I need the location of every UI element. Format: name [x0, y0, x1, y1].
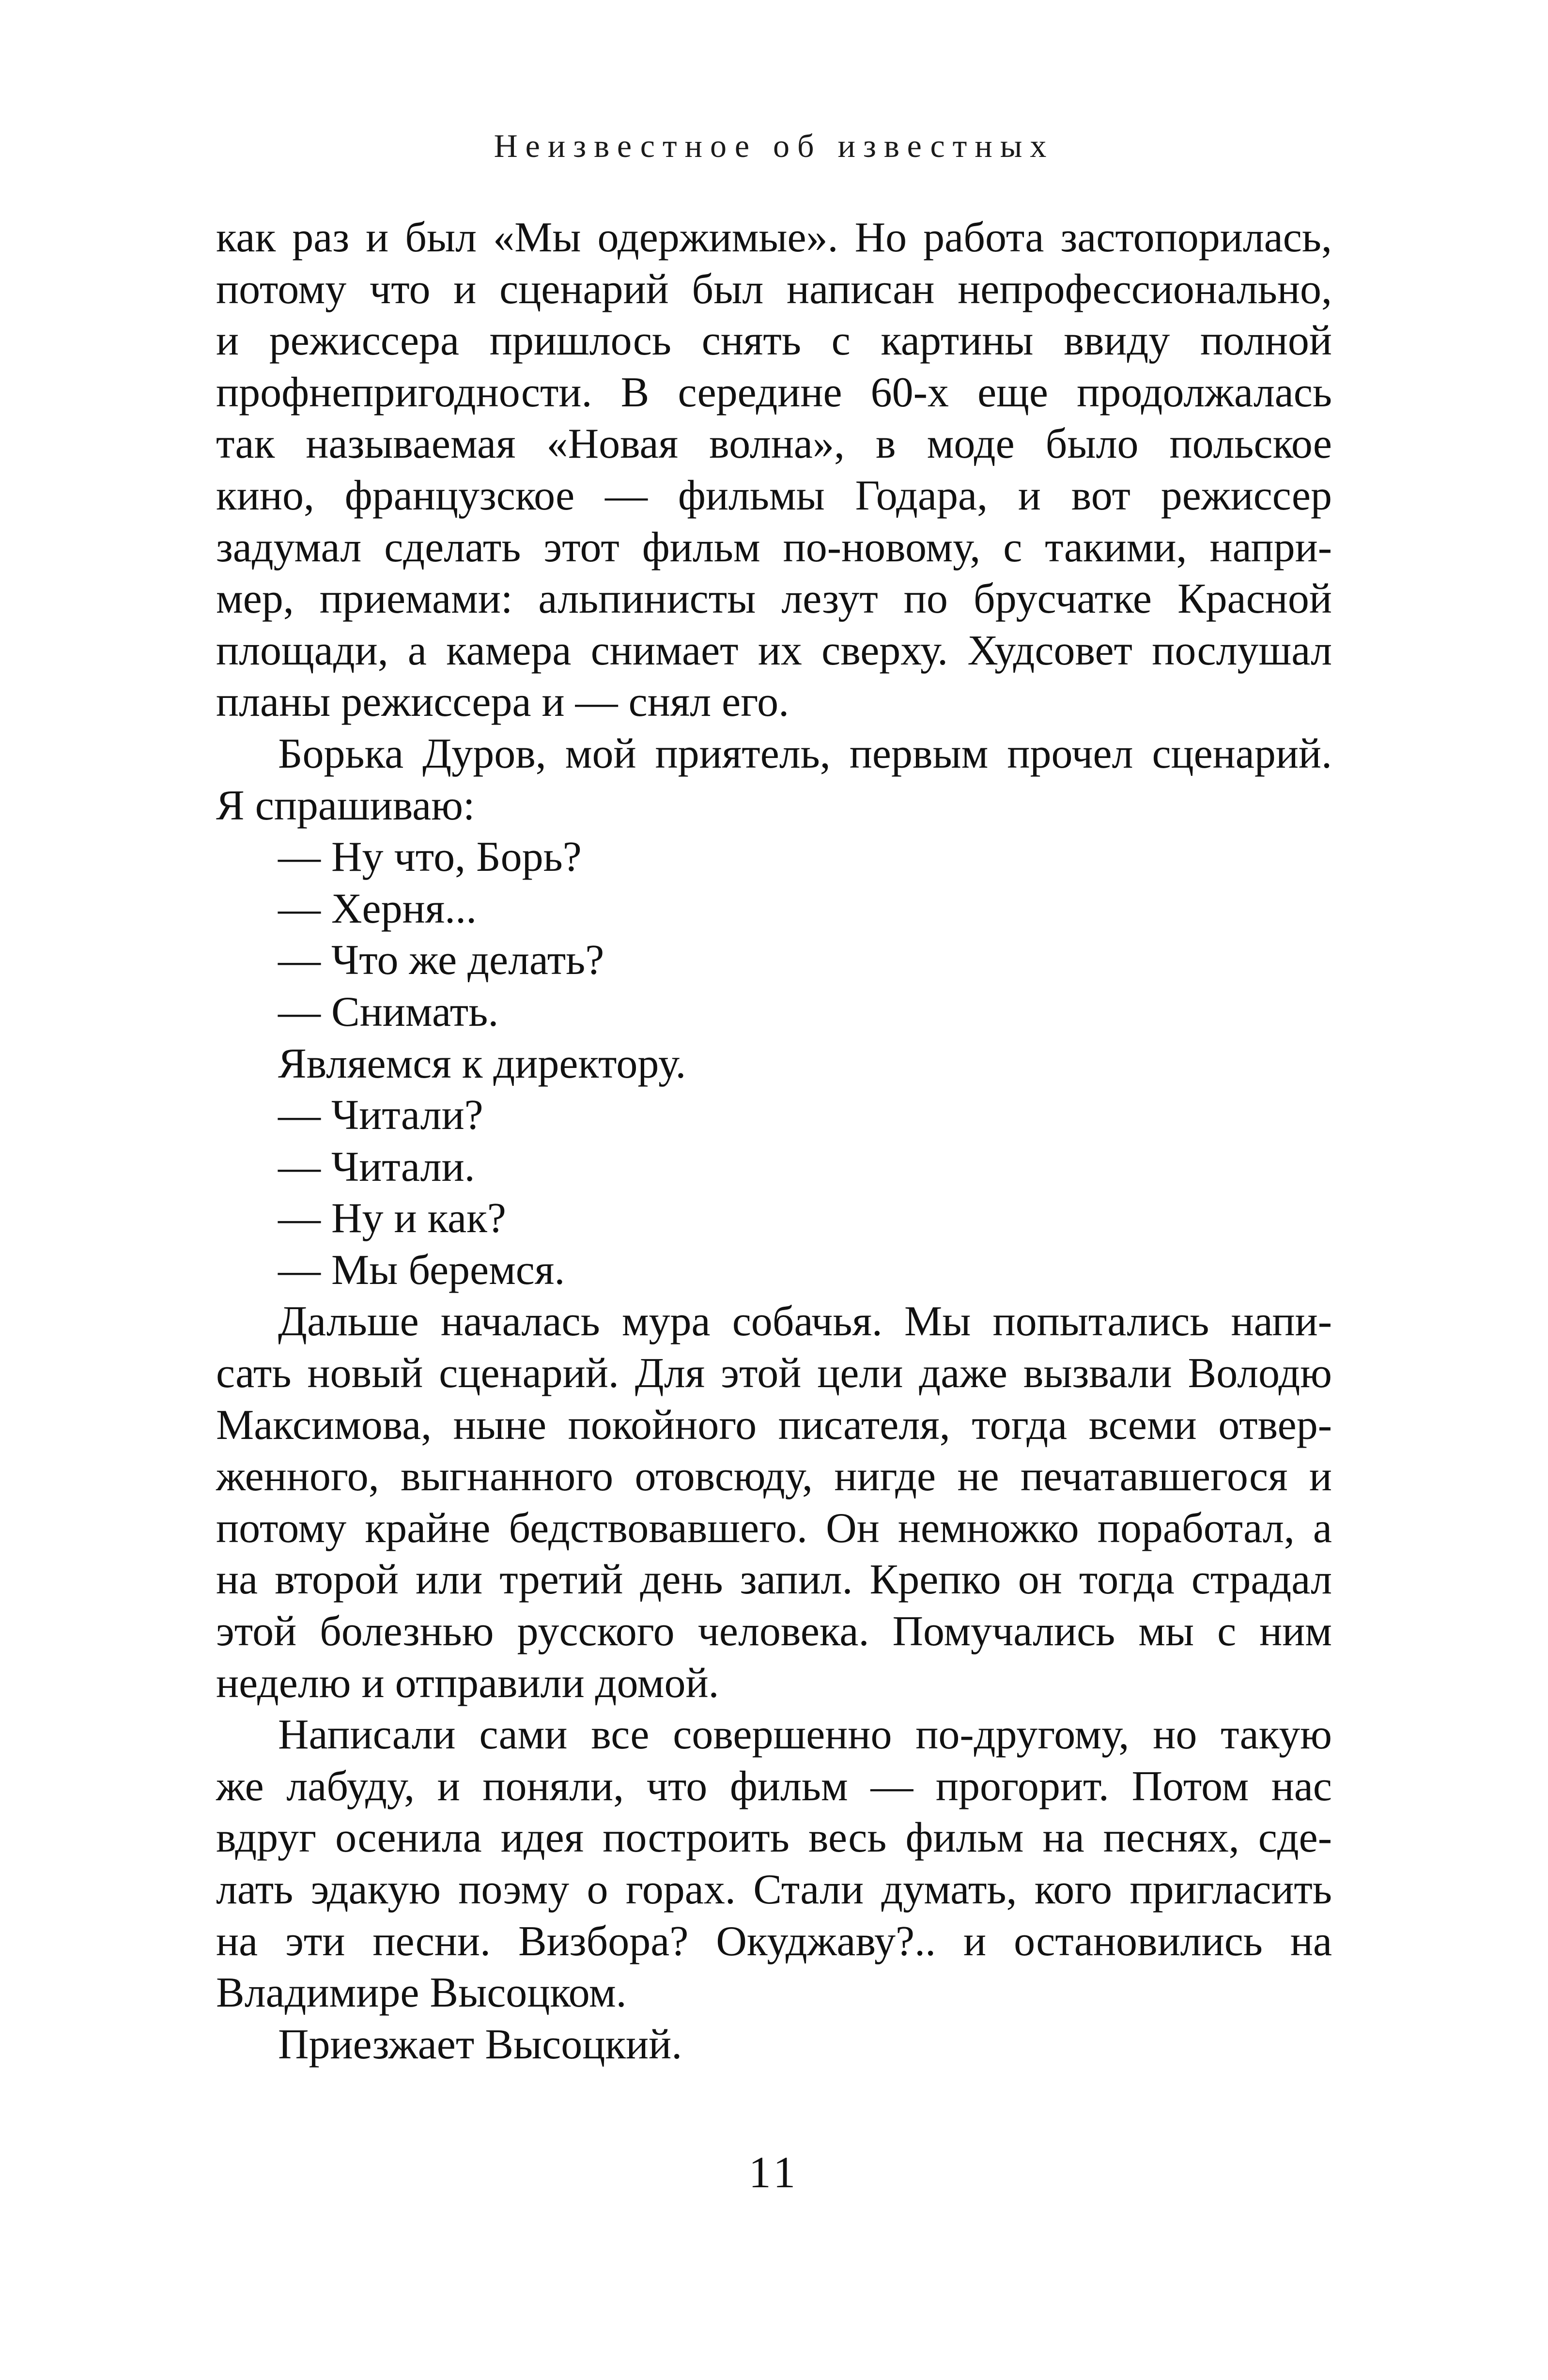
dialogue-line: — Ну и как? — [278, 1195, 506, 1242]
dialogue-line: — Читали? — [278, 1092, 483, 1139]
text-line: как раз и был «Мы одержимые». Но работа застопорилась, — [216, 214, 1332, 261]
text-line: Написали сами все совершенно по-другому, но такую — [278, 1711, 1332, 1759]
dialogue-line: — Что же делать? — [278, 937, 604, 984]
text-line: Максимова, ныне покойного писателя, тогда всеми отвер- — [216, 1401, 1332, 1449]
text-line: на второй или третий день запил. Крепко он тогда страдал — [216, 1556, 1332, 1604]
text-line: же лабуду, и поняли, что фильм — прогорит. Потом нас — [216, 1762, 1332, 1810]
text-line: женного, выгнанного отовсюду, нигде не печатавшегося и — [216, 1453, 1332, 1500]
page-number: 11 — [748, 2148, 800, 2197]
dialogue-line: — Мы беремся. — [278, 1246, 565, 1294]
dialogue-line: — Читали. — [278, 1143, 475, 1190]
text-line: площади, а камера снимает их сверху. Худсовет послушал — [216, 627, 1332, 674]
text-line: мер, приемами: альпинисты лезут по брусчатке Красной — [216, 575, 1332, 623]
text-line: вдруг осенила идея построить весь фильм на песнях, сде- — [216, 1814, 1332, 1862]
text-line: Борька Дуров, мой приятель, первым прочел сценарий. — [278, 730, 1332, 777]
text-line: Владимире Высоцком. — [216, 1969, 627, 2017]
text-line: лать эдакую поэму о горах. Стали думать, кого пригласить — [216, 1866, 1332, 1913]
text-line: Я спрашиваю: — [216, 782, 475, 829]
text-line: этой болезнью русского человека. Помучались мы с ним — [216, 1608, 1332, 1655]
text-line: планы режиссера и — снял его. — [216, 679, 789, 726]
text-line: Являемся к директору. — [278, 1040, 686, 1087]
text-line: на эти песни. Визбора? Окуджаву?.. и остановились на — [216, 1917, 1332, 1965]
text-line: Приезжает Высоцкий. — [278, 2021, 682, 2068]
dialogue-line: — Снимать. — [278, 988, 499, 1035]
dialogue-line: — Ну что, Борь? — [278, 834, 582, 881]
text-line: так называемая «Новая волна», в моде было польское — [216, 420, 1332, 468]
running-header: Неизвестное об известных — [494, 127, 1054, 164]
text-line: задумал сделать этот фильм по-новому, с такими, напри- — [216, 524, 1332, 571]
text-line: профнепригодности. В середине 60-х еще продолжалась — [216, 369, 1332, 416]
body-text — [216, 212, 1332, 2071]
text-line: кино, французское — фильмы Годара, и вот режиссер — [216, 472, 1332, 519]
text-line: и режиссера пришлось снять с картины ввиду полной — [216, 317, 1332, 365]
text-line: неделю и отправили домой. — [216, 1659, 719, 1707]
text-line: потому что и сценарий был написан непрофессионально, — [216, 265, 1332, 313]
dialogue-line: — Херня... — [278, 885, 477, 932]
text-line: потому крайне бедствовавшего. Он немножко поработал, а — [216, 1504, 1332, 1552]
text-line: сать новый сценарий. Для этой цели даже вызвали Володю — [216, 1350, 1332, 1397]
text-line: Дальше началась мура собачья. Мы попытались напи- — [278, 1298, 1332, 1345]
